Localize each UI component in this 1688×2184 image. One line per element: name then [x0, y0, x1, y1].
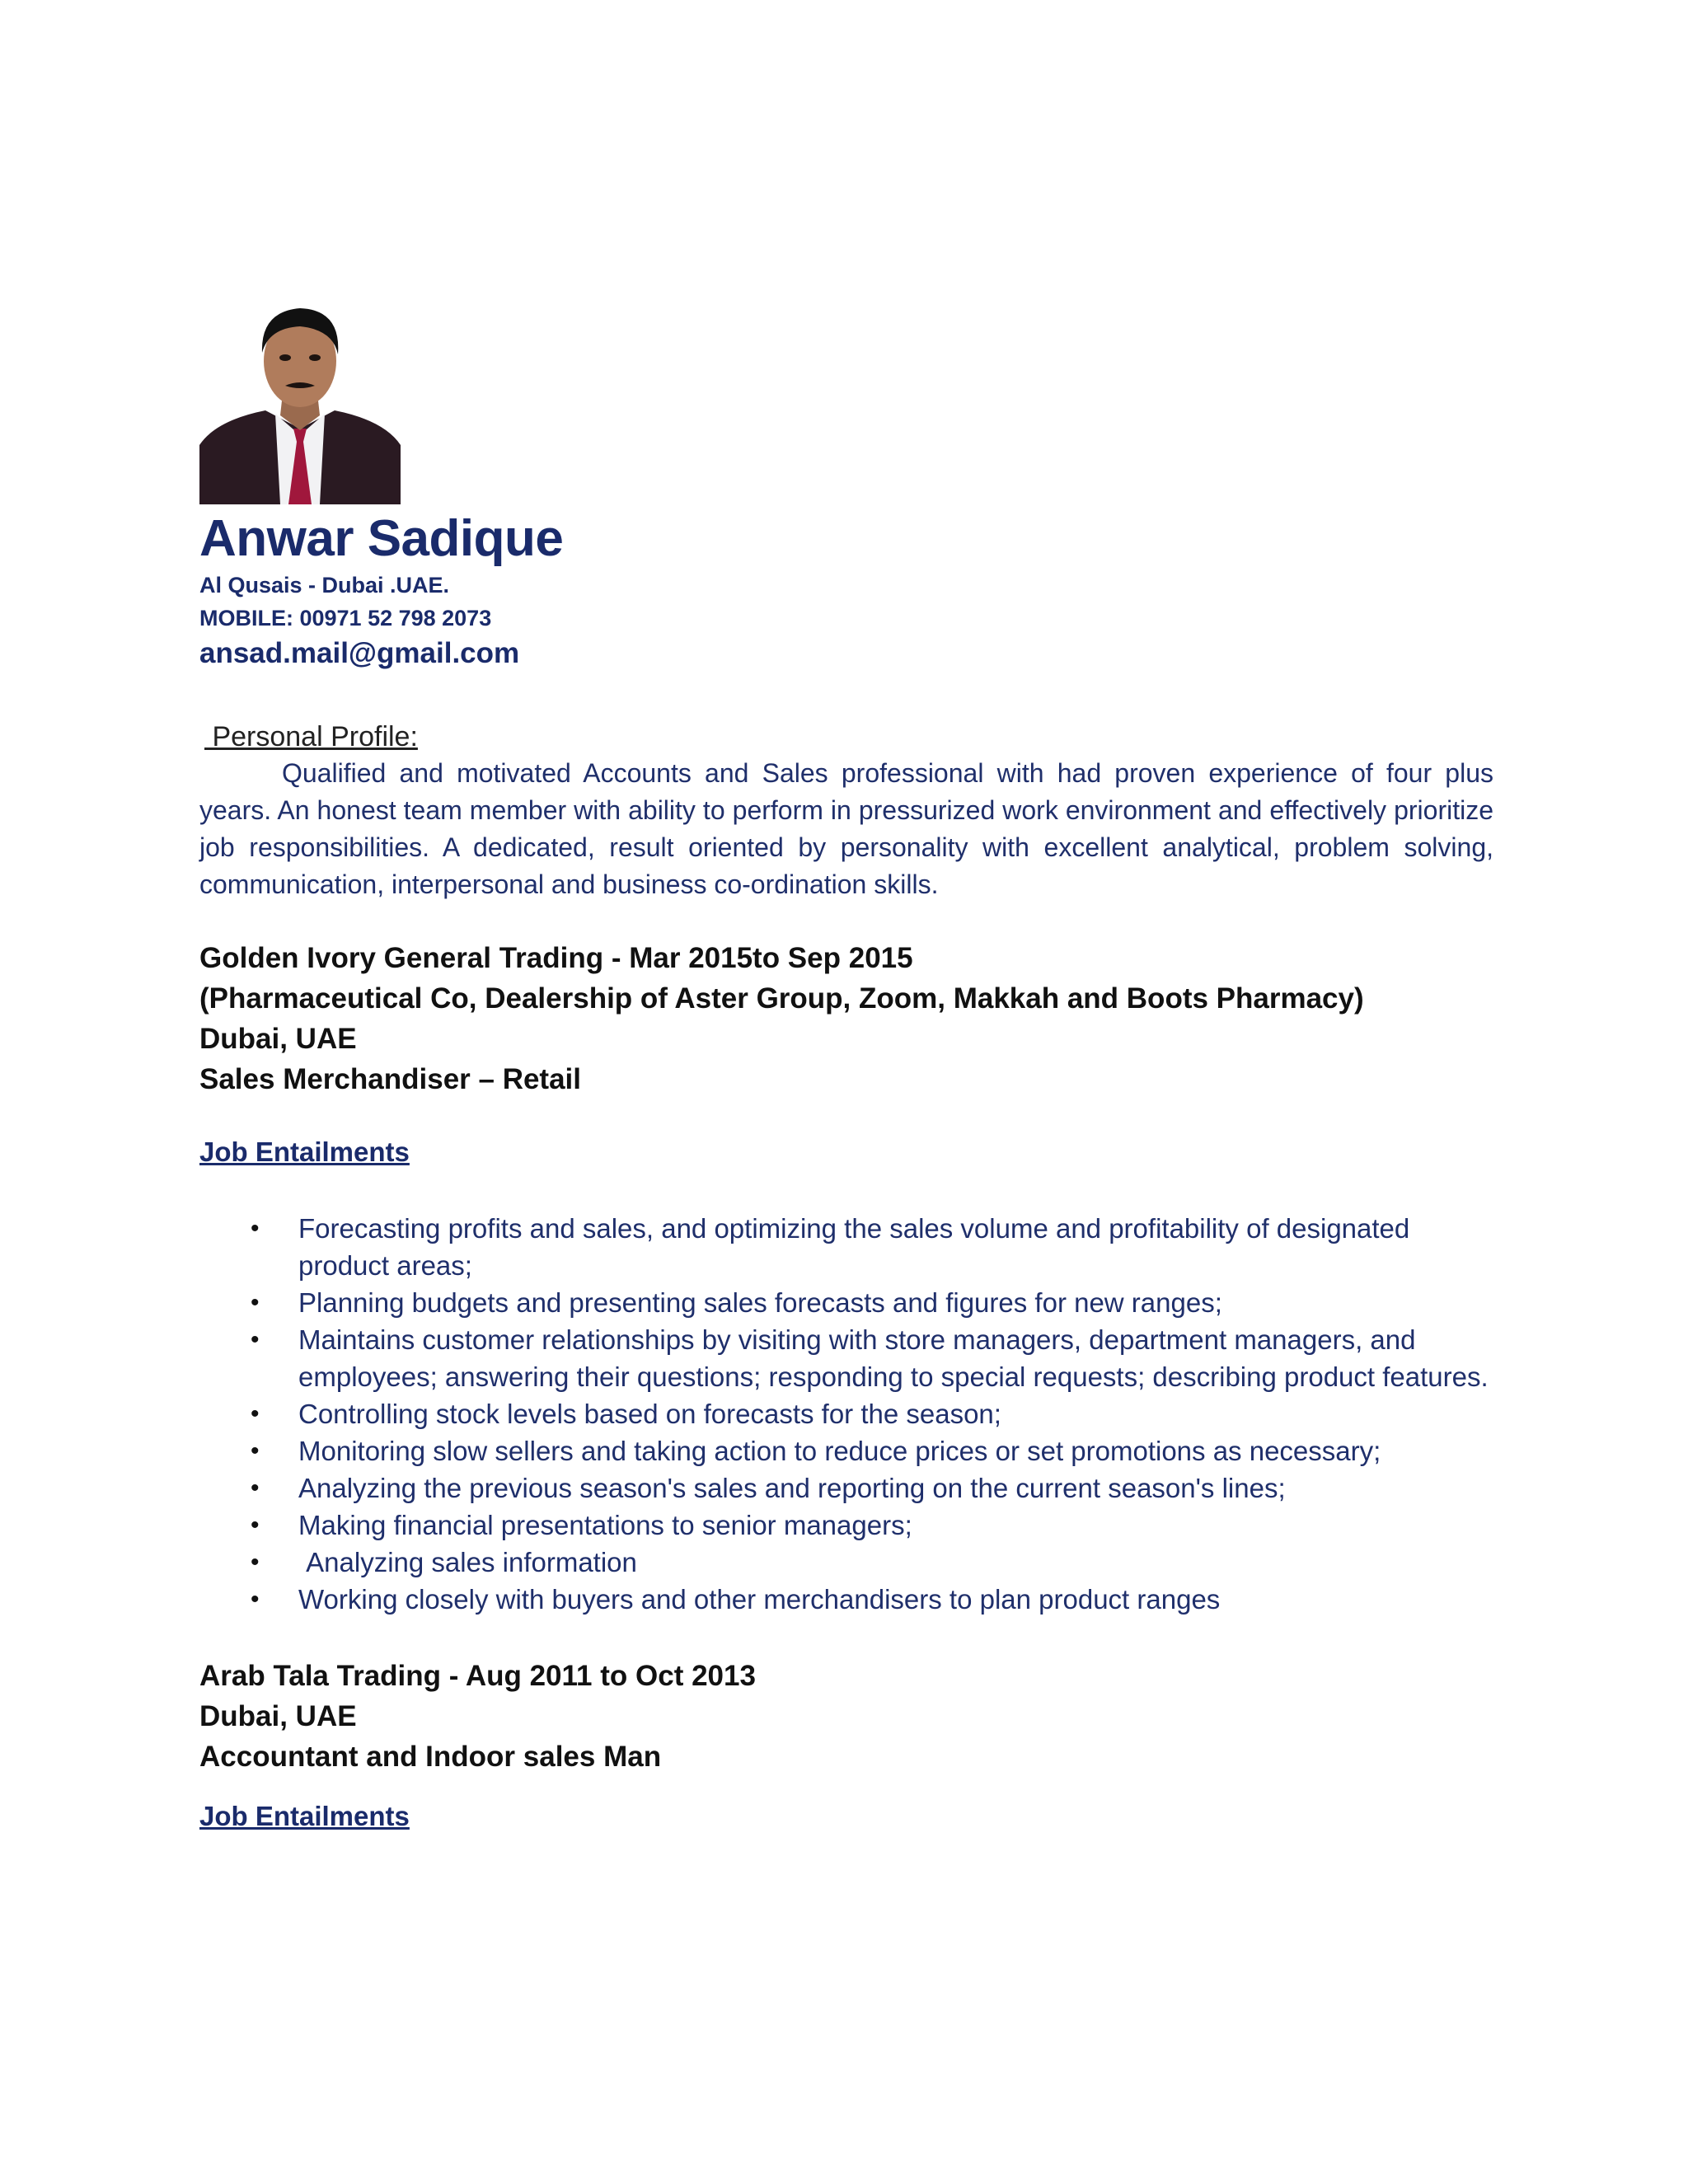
personal-profile-heading: Personal Profile:: [204, 721, 418, 752]
personal-profile-text: Qualified and motivated Accounts and Sales professional with had proven experience of four plus years. An honest team member with ability to perform in pressurized work environment and effectively prioritize job responsibilities. A dedicated, result oriented by personality with excellent analytical, problem solving, communication, interpersonal and business co-ordination skills.: [199, 758, 1493, 899]
job-company-details: (Pharmaceutical Co, Dealership of Aster Group, Zoom, Makkah and Boots Pharmacy): [199, 982, 1364, 1015]
job-entailments-heading: Job Entailments: [199, 1801, 410, 1831]
profile-photo: [199, 288, 401, 504]
bullet-icon: •: [251, 1437, 260, 1465]
job-arab-tala: [199, 1656, 1493, 1835]
job-company-title: Golden Ivory General Trading - Mar 2015to Sep 2015: [199, 942, 913, 974]
list-item: [251, 1507, 1493, 1544]
job-role: Accountant and Indoor sales Man: [199, 1741, 662, 1773]
mobile-number: MOBILE: 00971 52 798 2073: [199, 606, 492, 630]
bullet-icon: •: [251, 1215, 260, 1242]
list-item: [251, 1432, 1493, 1469]
bullet-icon: •: [251, 1586, 260, 1613]
candidate-name: Anwar Sadique: [199, 510, 564, 567]
email-address[interactable]: ansad.mail@gmail.com: [199, 637, 520, 669]
list-item: [251, 1210, 1493, 1284]
job-entailments-heading: Job Entailments: [199, 1137, 410, 1167]
job-golden-ivory: [199, 938, 1493, 1618]
duty-text: Analyzing sales information: [298, 1547, 637, 1577]
bullet-icon: •: [251, 1400, 260, 1427]
duty-text: Monitoring slow sellers and taking action to reduce prices or set promotions as necessary;: [298, 1436, 1381, 1466]
bullet-icon: •: [251, 1511, 260, 1539]
duty-text: Analyzing the previous season's sales and reporting on the current season's lines;: [298, 1473, 1286, 1503]
job-company-title: Arab Tala Trading - Aug 2011 to Oct 2013: [199, 1660, 756, 1692]
list-item: [251, 1321, 1493, 1395]
address: Al Qusais - Dubai .UAE.: [199, 573, 450, 598]
list-item: [251, 1395, 1493, 1432]
duty-text: Making financial presentations to senior managers;: [298, 1510, 912, 1540]
bullet-icon: •: [251, 1289, 260, 1316]
bullet-icon: •: [251, 1549, 260, 1576]
duty-text: Planning budgets and presenting sales forecasts and figures for new ranges;: [298, 1287, 1222, 1318]
duty-text: Controlling stock levels based on forecasts for the season;: [298, 1399, 1001, 1429]
list-item: [251, 1581, 1493, 1618]
duties-list: [199, 1210, 1493, 1618]
job-location: Dubai, UAE: [199, 1700, 357, 1732]
job-location: Dubai, UAE: [199, 1023, 357, 1055]
list-item: [251, 1544, 1493, 1581]
duty-text: Maintains customer relationships by visiting with store managers, department managers, and employees; answering their questions; responding to special requests; describing product features.: [298, 1324, 1489, 1392]
duty-text: Working closely with buyers and other merchandisers to plan product ranges: [298, 1584, 1221, 1615]
duty-text: Forecasting profits and sales, and optimizing the sales volume and profitability of designated product areas;: [298, 1213, 1410, 1281]
list-item: [251, 1284, 1493, 1321]
list-item: [251, 1469, 1493, 1507]
job-role: Sales Merchandiser – Retail: [199, 1063, 581, 1095]
resume-content: [199, 288, 1493, 1835]
bullet-icon: •: [251, 1474, 260, 1502]
bullet-icon: •: [251, 1326, 260, 1353]
